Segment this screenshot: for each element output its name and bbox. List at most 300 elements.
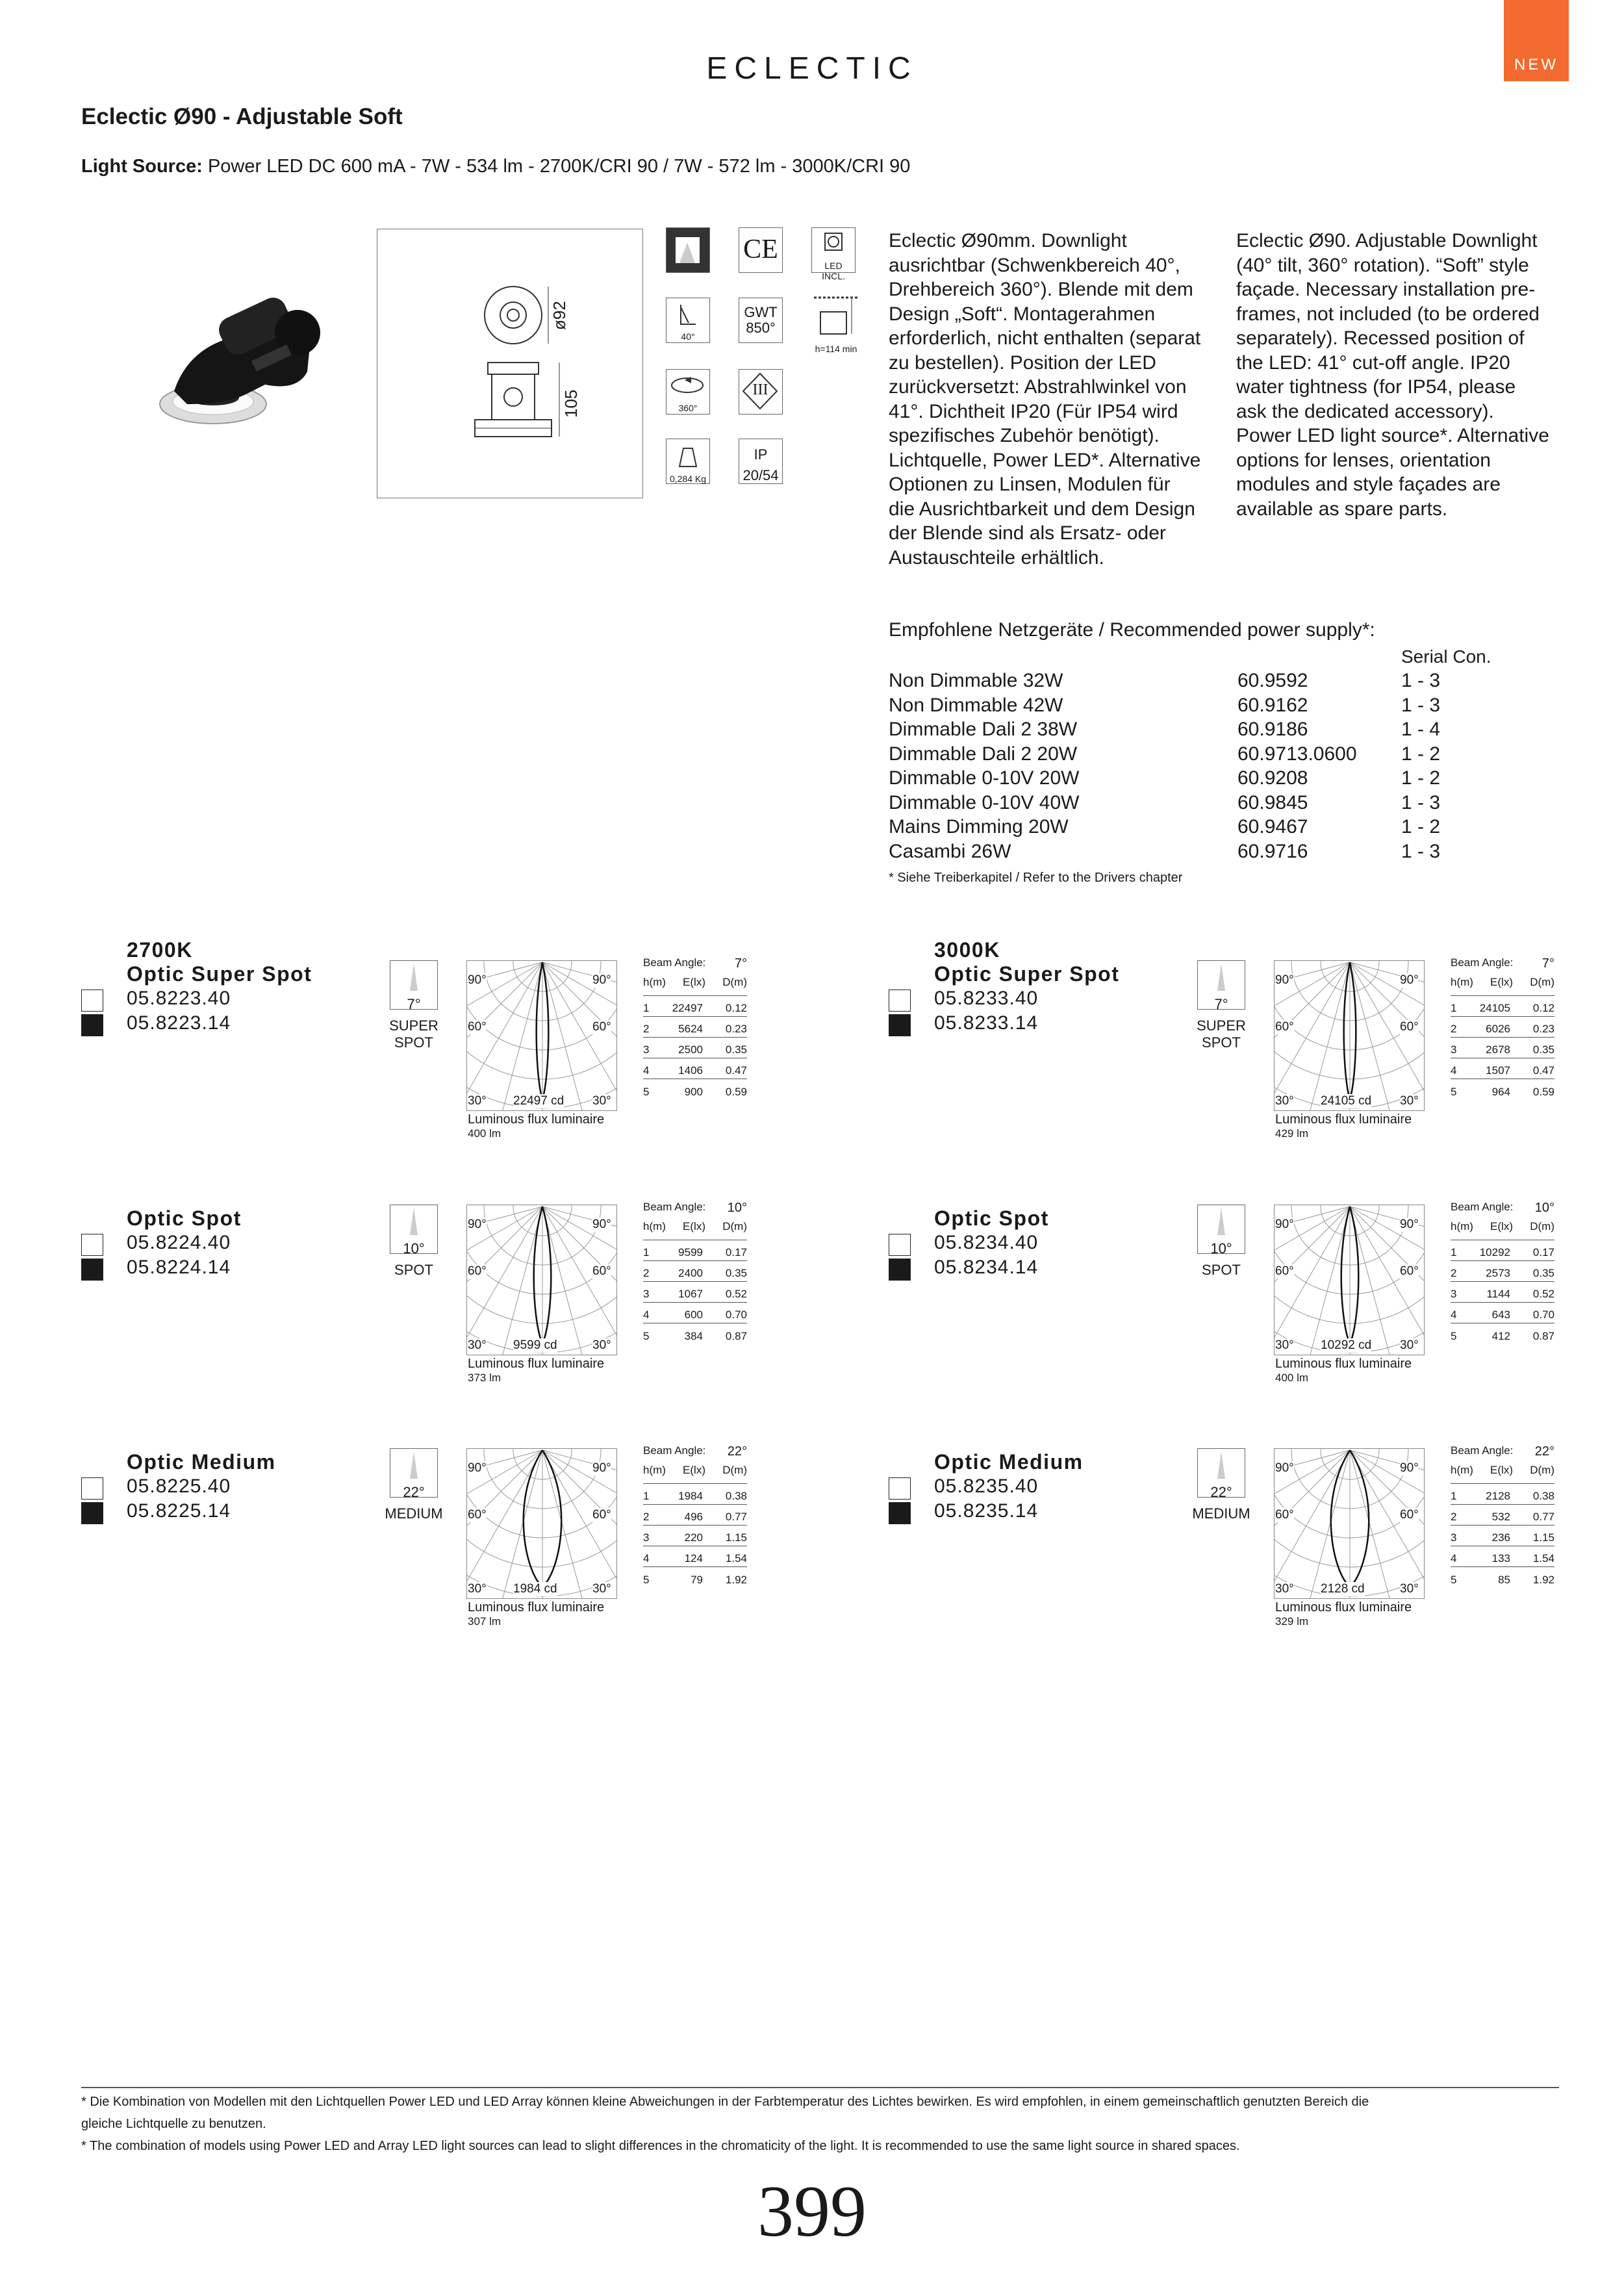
table-row	[1451, 1058, 1554, 1079]
description-line: available as spare parts.	[1236, 498, 1448, 520]
cell-e: 1507	[1486, 1064, 1510, 1077]
beam-angle-value: 7°	[1542, 956, 1554, 971]
table-row	[1451, 1240, 1554, 1261]
beam-icon	[390, 1448, 438, 1498]
polar-label-60-right: 60°	[1400, 1264, 1419, 1278]
cell-e: 964	[1491, 1086, 1510, 1098]
col-e: E(lx)	[683, 1464, 705, 1476]
footnote-de-1: * Die Kombination von Modellen mit den Lichtquellen Power LED und LED Array können kleine Abweichungen in der Farbtemperatur des Lichtes bewirken. Es wird empfohlen, in einem gemeinschaftlich genutzten Bereich die	[81, 2095, 1369, 2109]
psu-name: Dimmable 0-10V 40W	[889, 791, 1080, 813]
description-line: ask the dedicated accessory).	[1236, 400, 1494, 422]
polar-label-30-left: 30°	[468, 1094, 487, 1108]
description-line: Power LED light source*. Alternative	[1236, 425, 1549, 446]
table-row	[643, 1282, 747, 1303]
swatch-white	[889, 1234, 911, 1256]
swatch-black	[81, 1258, 103, 1281]
table-row	[643, 1058, 747, 1079]
cell-d: 1.15	[1532, 1531, 1554, 1544]
table-subheader	[1451, 976, 1554, 996]
polar-label-90-right: 90°	[592, 1218, 611, 1231]
cell-e: 2573	[1486, 1267, 1510, 1279]
psu-serial	[1401, 669, 1440, 863]
description-line: Eclectic Ø90mm. Downlight	[889, 230, 1127, 251]
psu-serial-con: 1 - 3	[1401, 670, 1441, 691]
table-row	[1451, 1323, 1554, 1344]
beam-icon	[1197, 1448, 1245, 1498]
cell-h: 2	[1451, 1267, 1457, 1279]
psu-serial-con: 1 - 2	[1401, 816, 1441, 837]
swatch-black	[889, 1258, 911, 1281]
cell-h: 3	[1451, 1288, 1457, 1300]
cell-h: 5	[643, 1574, 650, 1586]
cell-e: 900	[684, 1086, 703, 1098]
swatch-white	[81, 1477, 103, 1500]
gwt-value: 850°	[746, 320, 776, 336]
code-black: 05.8224.14	[127, 1257, 231, 1278]
swatch-black	[889, 1502, 911, 1524]
polar-label-60-left: 60°	[1275, 1020, 1294, 1034]
cell-h: 4	[643, 1064, 650, 1077]
cell-d: 1.54	[725, 1552, 747, 1565]
psu-name: Dimmable Dali 2 38W	[889, 719, 1078, 740]
table-row	[643, 996, 747, 1017]
description-line: frames, not included (to be ordered	[1236, 303, 1540, 325]
description-line: erforderlich, nicht enthalten (separat	[889, 327, 1201, 349]
beam-angle-label: Beam Angle:	[643, 1444, 706, 1457]
page-number: 399	[757, 2171, 867, 2252]
cell-h: 2	[643, 1023, 650, 1035]
product-photo	[148, 281, 324, 443]
beam-cone-graphic	[1198, 1205, 1245, 1238]
description-line: der Blende sind als Ersatz- oder	[889, 522, 1166, 544]
flux-label: Luminous flux luminaire	[468, 1357, 605, 1371]
polar-label-30-left: 30°	[468, 1582, 487, 1596]
cell-e: 532	[1491, 1511, 1510, 1523]
light-source-value: Power LED DC 600 mA - 7W - 534 lm - 2700K/CRI 90 / 7W - 572 lm - 3000K/CRI 90	[202, 156, 911, 177]
beam-angle-label: Beam Angle:	[643, 956, 706, 969]
col-e: E(lx)	[1490, 976, 1513, 988]
table-row	[643, 1017, 747, 1038]
table-row	[643, 1526, 747, 1546]
table-row	[1451, 1303, 1554, 1323]
cell-e: 1144	[1486, 1288, 1510, 1300]
polar-cd-value: 1984 cd	[513, 1582, 557, 1596]
polar-label-60-left: 60°	[1275, 1508, 1294, 1522]
table-subheader	[1451, 1220, 1554, 1240]
led-incl-label: LED INCL.	[822, 261, 845, 281]
cell-e: 9599	[678, 1246, 703, 1258]
table-row	[1451, 1038, 1554, 1058]
cell-d: 0.77	[725, 1511, 747, 1523]
beam-icon	[390, 960, 438, 1010]
flux-value: 400 lm	[468, 1127, 501, 1140]
col-d: D(m)	[1530, 976, 1554, 988]
min-height-label: h=114 min	[815, 344, 857, 354]
description-line: 41°. Dichtheit IP20 (Für IP54 wird	[889, 400, 1178, 422]
tilt-label: 40°	[681, 331, 695, 342]
cell-h: 5	[1451, 1574, 1457, 1586]
flux-label: Luminous flux luminaire	[1275, 1600, 1412, 1615]
cell-h: 4	[1451, 1552, 1457, 1565]
code-white: 05.8223.40	[127, 988, 231, 1009]
cell-d: 0.35	[1532, 1267, 1554, 1279]
cell-e: 2128	[1486, 1490, 1510, 1502]
code-white: 05.8234.40	[934, 1232, 1039, 1253]
psu-name: Non Dimmable 32W	[889, 670, 1063, 691]
cell-h: 1	[643, 1002, 650, 1014]
flux-value: 307 lm	[468, 1615, 501, 1628]
min-height-icon	[811, 292, 861, 354]
table-row	[643, 1567, 747, 1588]
table-row	[1451, 1567, 1554, 1588]
cell-e: 220	[684, 1531, 703, 1544]
cell-d: 0.52	[725, 1288, 747, 1300]
polar-label-30-right: 30°	[592, 1582, 611, 1596]
code-black: 05.8233.14	[934, 1012, 1039, 1034]
cell-d: 0.23	[1532, 1023, 1554, 1035]
psu-name: Mains Dimming 20W	[889, 816, 1069, 837]
cell-h: 2	[643, 1511, 650, 1523]
optic-name: Optic Medium	[127, 1450, 276, 1474]
dim-height: 105	[561, 389, 581, 418]
psu-name: Non Dimmable 42W	[889, 694, 1063, 716]
col-d: D(m)	[1530, 1220, 1554, 1233]
flux-value: 429 lm	[1275, 1127, 1309, 1140]
code-black: 05.8234.14	[934, 1257, 1039, 1278]
swatch-white	[889, 990, 911, 1012]
code-white: 05.8224.40	[127, 1232, 231, 1253]
table-row	[643, 1079, 747, 1100]
description-line: separately). Recessed position of	[1236, 327, 1525, 349]
table-row	[1451, 1484, 1554, 1505]
description-line: Eclectic Ø90. Adjustable Downlight	[1236, 230, 1538, 251]
beam-cone-graphic	[390, 961, 437, 993]
psu-serial-con: 1 - 2	[1401, 767, 1441, 789]
beam-angle-value: 22°	[727, 1444, 747, 1459]
beam-angle-value: 10°	[1534, 1201, 1554, 1215]
description-line: spezifisches Zubehör benötigt).	[889, 425, 1160, 446]
cell-h: 1	[1451, 1002, 1457, 1014]
flux-label: Luminous flux luminaire	[468, 1112, 605, 1127]
ce-icon: CE	[739, 227, 783, 273]
table-header	[1451, 1444, 1554, 1464]
beam-type-label: MEDIUM	[385, 1505, 443, 1522]
description-line: (40° tilt, 360° rotation). “Soft” style	[1236, 254, 1529, 276]
cell-h: 1	[643, 1490, 650, 1502]
cell-h: 4	[643, 1309, 650, 1321]
polar-label-90-right: 90°	[1400, 1461, 1419, 1475]
footer-divider	[81, 2087, 1559, 2088]
table-row	[643, 1546, 747, 1567]
psu-code: 60.9162	[1237, 694, 1308, 716]
polar-label-60-left: 60°	[468, 1020, 487, 1034]
photometric-table	[643, 956, 747, 1100]
cell-h: 3	[1451, 1531, 1457, 1544]
cell-h: 3	[643, 1043, 650, 1056]
polar-label-90-right: 90°	[1400, 973, 1419, 987]
table-row	[643, 1038, 747, 1058]
cell-d: 0.35	[725, 1043, 747, 1056]
cell-e: 22497	[672, 1002, 703, 1014]
table-header	[643, 1201, 747, 1220]
beam-type-label: SUPER	[1197, 1017, 1246, 1034]
cell-e: 2678	[1486, 1043, 1510, 1056]
cell-d: 0.70	[1532, 1309, 1554, 1321]
cell-e: 412	[1491, 1330, 1510, 1342]
polar-label-30-right: 30°	[1400, 1094, 1419, 1108]
cell-h: 5	[643, 1086, 650, 1098]
photometric-table	[643, 1444, 747, 1588]
cell-e: 236	[1491, 1531, 1510, 1544]
beam-angle-label: Beam Angle:	[1451, 1201, 1514, 1213]
beam-angle-icon-label: 10°	[403, 1240, 425, 1257]
description-line: options for lenses, orientation	[1236, 449, 1491, 471]
rotation-label: 360°	[678, 403, 698, 413]
description-line: the LED: 41° cut-off angle. IP20	[1236, 351, 1510, 374]
photometric-table	[643, 1201, 747, 1344]
beam-angle-value: 7°	[734, 956, 747, 971]
beam-angle-icon-label: 7°	[407, 996, 421, 1012]
psu-code: 60.9467	[1237, 816, 1308, 837]
cell-h: 1	[1451, 1246, 1457, 1258]
description-german	[889, 229, 1226, 570]
beam-angle-icon-label: 22°	[1210, 1484, 1232, 1500]
cell-e: 133	[1491, 1552, 1510, 1565]
beam-type-label: SUPER	[389, 1017, 438, 1034]
cell-h: 5	[643, 1330, 650, 1342]
col-d: D(m)	[722, 976, 747, 988]
polar-label-90-right: 90°	[592, 973, 611, 987]
beam-type-label-2: SPOT	[1202, 1034, 1241, 1051]
cell-d: 0.77	[1532, 1511, 1554, 1523]
photometric-table	[1451, 956, 1554, 1100]
table-row	[1451, 1546, 1554, 1567]
polar-label-30-left: 30°	[468, 1338, 487, 1352]
polar-label-60-right: 60°	[1400, 1508, 1419, 1522]
cell-d: 0.35	[725, 1267, 747, 1279]
flux-value: 373 lm	[468, 1372, 501, 1384]
code-white: 05.8235.40	[934, 1476, 1039, 1497]
description-line: zurückversetzt: Abstrahlwinkel von	[889, 376, 1187, 398]
table-subheader	[643, 1220, 747, 1240]
description-line: die Ausrichtbarkeit und dem Design	[889, 498, 1195, 520]
polar-label-60-right: 60°	[592, 1020, 611, 1034]
table-row	[1451, 1505, 1554, 1526]
polar-label-90-left: 90°	[1275, 973, 1294, 987]
optic-name: Optic Medium	[934, 1450, 1084, 1474]
table-row	[643, 1505, 747, 1526]
psu-name: Dimmable Dali 2 20W	[889, 743, 1078, 765]
beam-type-label: SPOT	[394, 1262, 433, 1278]
technical-drawing	[377, 229, 643, 498]
cell-e: 2500	[678, 1043, 703, 1056]
optic-name: Optic Spot	[127, 1207, 242, 1230]
cell-h: 1	[1451, 1490, 1457, 1502]
table-subheader	[643, 1464, 747, 1484]
flux-value: 329 lm	[1275, 1615, 1309, 1628]
polar-cd-value: 24105 cd	[1321, 1094, 1372, 1108]
col-h: h(m)	[643, 1220, 666, 1233]
polar-label-30-right: 30°	[1400, 1338, 1419, 1352]
cell-d: 0.12	[1532, 1002, 1554, 1014]
color-temp: 3000K	[934, 938, 1000, 962]
color-temp: 2700K	[127, 938, 193, 962]
col-e: E(lx)	[683, 1220, 705, 1233]
polar-label-30-left: 30°	[1275, 1094, 1294, 1108]
psu-code: 60.9186	[1237, 719, 1308, 740]
cell-h: 4	[1451, 1309, 1457, 1321]
description-line: Design „Soft“. Montagerahmen	[889, 303, 1156, 325]
swatch-black	[889, 1014, 911, 1036]
description-line: zu bestellen). Position der LED	[889, 351, 1156, 374]
beam-angle-label: Beam Angle:	[1451, 1444, 1514, 1457]
cell-d: 0.52	[1532, 1288, 1554, 1300]
description-line: ausrichtbar (Schwenkbereich 40°,	[889, 254, 1180, 276]
cell-h: 3	[643, 1531, 650, 1544]
footnotes	[81, 2091, 1556, 2157]
col-h: h(m)	[1451, 1220, 1473, 1233]
photometric-table	[1451, 1444, 1554, 1588]
spec-icons	[666, 227, 861, 500]
code-white: 05.8225.40	[127, 1476, 231, 1497]
psu-title: Empfohlene Netzgeräte / Recommended power supply*:	[889, 619, 1375, 641]
cell-d: 1.15	[725, 1531, 747, 1544]
polar-label-60-left: 60°	[468, 1508, 487, 1522]
col-h: h(m)	[643, 976, 666, 988]
table-row	[643, 1484, 747, 1505]
psu-code: 60.9208	[1237, 767, 1308, 789]
table-row	[643, 1303, 747, 1323]
cell-e: 24105	[1479, 1002, 1510, 1014]
polar-label-60-left: 60°	[468, 1264, 487, 1278]
psu-serial-con: 1 - 3	[1401, 694, 1441, 716]
cell-d: 0.17	[725, 1246, 747, 1258]
description-line: Drehbereich 360°). Blende mit dem	[889, 279, 1193, 300]
polar-cd-value: 10292 cd	[1321, 1338, 1372, 1352]
col-e: E(lx)	[1490, 1464, 1513, 1476]
cell-d: 1.92	[725, 1574, 747, 1586]
dim-diameter: ø92	[550, 301, 569, 330]
table-row	[1451, 996, 1554, 1017]
cell-e: 10292	[1479, 1246, 1510, 1258]
cell-d: 0.87	[725, 1330, 747, 1342]
cell-h: 1	[643, 1246, 650, 1258]
new-badge: NEW	[1504, 0, 1569, 81]
cell-e: 85	[1498, 1574, 1510, 1586]
cell-e: 5624	[678, 1023, 703, 1035]
cell-h: 4	[1451, 1064, 1457, 1077]
table-row	[1451, 1282, 1554, 1303]
polar-label-60-right: 60°	[1400, 1020, 1419, 1034]
psu-name: Dimmable 0-10V 20W	[889, 767, 1080, 789]
psu-serial-con: 1 - 4	[1401, 719, 1441, 740]
beam-type-label: MEDIUM	[1192, 1505, 1250, 1522]
beam-cone-graphic	[1198, 1449, 1245, 1481]
col-d: D(m)	[722, 1220, 747, 1233]
beam-angle-icon-label: 7°	[1214, 996, 1228, 1012]
code-black: 05.8223.14	[127, 1012, 231, 1034]
footnote-en: * The combination of models using Power LED and Array LED light sources can lead to slight differences in the chromaticity of the light. It is recommended to use the same light source in shared spaces.	[81, 2139, 1240, 2153]
psu-code: 60.9845	[1237, 791, 1308, 813]
polar-cd-value: 9599 cd	[513, 1338, 557, 1352]
cell-h: 2	[1451, 1023, 1457, 1035]
beam-icon	[1197, 960, 1245, 1010]
polar-label-30-right: 30°	[1400, 1582, 1419, 1596]
cell-e: 2400	[678, 1267, 703, 1279]
cell-d: 0.59	[725, 1086, 747, 1098]
flux-label: Luminous flux luminaire	[1275, 1357, 1412, 1371]
photometric-table	[1451, 1201, 1554, 1344]
cell-h: 3	[1451, 1043, 1457, 1056]
cell-e: 1406	[678, 1064, 703, 1077]
cell-h: 2	[1451, 1511, 1457, 1523]
footnote-de-2: gleiche Lichtquelle zu benutzen.	[81, 2117, 266, 2131]
table-header	[643, 956, 747, 976]
table-row	[643, 1261, 747, 1282]
col-h: h(m)	[1451, 976, 1473, 988]
psu-code: 60.9716	[1237, 840, 1308, 862]
polar-label-30-left: 30°	[1275, 1338, 1294, 1352]
col-h: h(m)	[643, 1464, 666, 1476]
beam-angle-icon-label: 10°	[1210, 1240, 1232, 1257]
swatch-black	[81, 1014, 103, 1036]
brand-title: ECLECTIC	[706, 51, 918, 86]
polar-label-30-right: 30°	[592, 1338, 611, 1352]
polar-label-90-right: 90°	[1400, 1218, 1419, 1231]
beam-angle-icon-label: 22°	[403, 1484, 425, 1500]
cell-d: 1.54	[1532, 1552, 1554, 1565]
code-black: 05.8225.14	[127, 1500, 231, 1522]
polar-cd-value: 22497 cd	[513, 1094, 565, 1108]
description-line: water tightness (for IP54, please	[1236, 376, 1516, 398]
col-d: D(m)	[1530, 1464, 1554, 1476]
cell-h: 3	[643, 1288, 650, 1300]
table-subheader	[643, 976, 747, 996]
light-source-label: Light Source:	[81, 156, 203, 177]
cell-d: 1.92	[1532, 1574, 1554, 1586]
polar-label-60-right: 60°	[592, 1264, 611, 1278]
beam-cone-graphic	[1198, 961, 1245, 993]
table-subheader	[1451, 1464, 1554, 1484]
table-header	[643, 1444, 747, 1464]
polar-label-90-right: 90°	[592, 1461, 611, 1475]
cell-d: 0.38	[725, 1490, 747, 1502]
swatch-white	[81, 1234, 103, 1256]
flux-label: Luminous flux luminaire	[468, 1600, 605, 1615]
beam-icon	[1197, 1205, 1245, 1257]
col-e: E(lx)	[1490, 1220, 1513, 1233]
description-line: modules and style façades are	[1236, 474, 1501, 495]
col-d: D(m)	[722, 1464, 747, 1476]
cell-d: 0.59	[1532, 1086, 1554, 1098]
swatch-white	[81, 990, 103, 1012]
cell-d: 0.47	[1532, 1064, 1554, 1077]
polar-label-90-left: 90°	[468, 1461, 487, 1475]
cell-e: 600	[684, 1309, 703, 1321]
table-row	[1451, 1526, 1554, 1546]
table-row	[643, 1323, 747, 1344]
cell-d: 0.23	[725, 1023, 747, 1035]
table-header	[1451, 956, 1554, 976]
cell-h: 4	[643, 1552, 650, 1565]
polar-label-90-left: 90°	[468, 973, 487, 987]
beam-angle-value: 10°	[727, 1201, 747, 1215]
table-row	[643, 1240, 747, 1261]
cell-e: 124	[684, 1552, 703, 1565]
gwt-icon	[739, 298, 783, 343]
polar-cd-value: 2128 cd	[1321, 1582, 1365, 1596]
ip-value: 20/54	[742, 467, 779, 483]
